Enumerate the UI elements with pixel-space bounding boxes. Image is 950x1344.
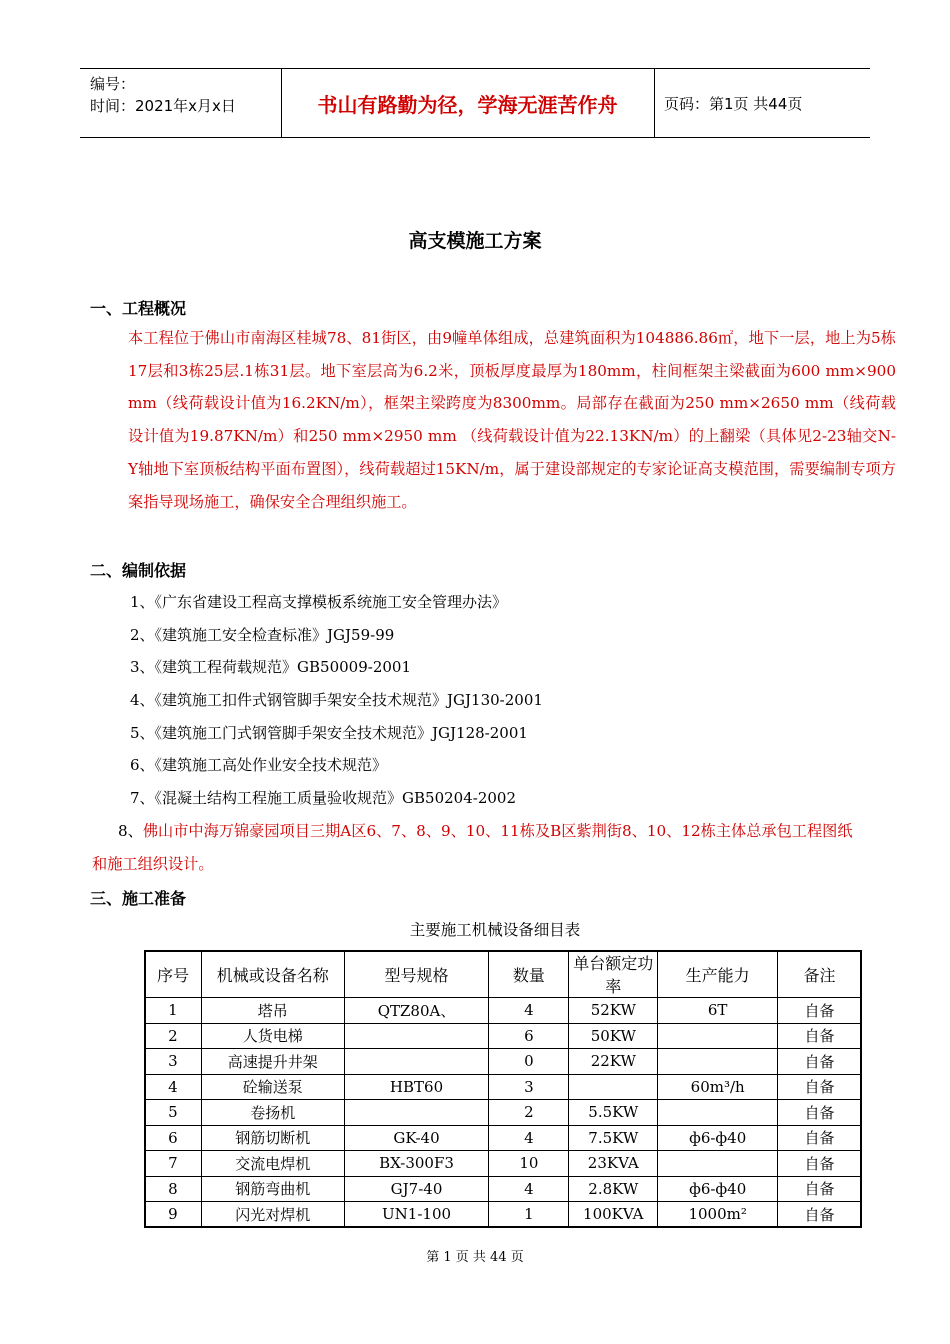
table-cell: 自备 bbox=[778, 1176, 862, 1202]
table-cell: 7 bbox=[145, 1151, 202, 1177]
table-cell: 4 bbox=[489, 1176, 569, 1202]
basis-list bbox=[130, 586, 543, 815]
table-cell: 钢筋弯曲机 bbox=[201, 1176, 344, 1202]
table-cell: 52KW bbox=[569, 998, 658, 1024]
table-cell bbox=[658, 1100, 778, 1126]
table-cell: 10 bbox=[489, 1151, 569, 1177]
table-cell: 塔吊 bbox=[201, 998, 344, 1024]
list-item: 5、《建筑施工门式钢管脚手架安全技术规范》JGJ128-2001 bbox=[130, 723, 528, 742]
table-cell: 钢筋切断机 bbox=[201, 1125, 344, 1151]
table-cell bbox=[658, 1151, 778, 1177]
header-meta bbox=[90, 73, 236, 117]
table-cell: 砼输送泵 bbox=[201, 1074, 344, 1100]
table-cell bbox=[344, 1100, 489, 1126]
equipment-table bbox=[144, 950, 862, 1228]
overview-paragraph bbox=[92, 322, 896, 518]
table-cell: 自备 bbox=[778, 1125, 862, 1151]
header-time: 时间：2021年x月x日 bbox=[90, 97, 236, 115]
table-row bbox=[145, 1151, 862, 1177]
column-header: 备注 bbox=[778, 951, 862, 998]
table-cell: 6 bbox=[489, 1023, 569, 1049]
table-cell: BX-300F3 bbox=[344, 1151, 489, 1177]
header-motto: 书山有路勤为径，学海无涯苦作舟 bbox=[317, 92, 618, 117]
table-row bbox=[145, 1023, 862, 1049]
table-cell: 2 bbox=[489, 1100, 569, 1126]
column-header: 生产能力 bbox=[658, 951, 778, 998]
table-cell: 自备 bbox=[778, 1151, 862, 1177]
table-cell: 8 bbox=[145, 1176, 202, 1202]
table-cell: 自备 bbox=[778, 1202, 862, 1228]
table-cell: 1 bbox=[145, 998, 202, 1024]
list-item: 1、《广东省建设工程高支撑模板系统施工安全管理办法》 bbox=[130, 593, 508, 611]
list-item-8-number: 8、 bbox=[118, 822, 143, 840]
table-cell: 5 bbox=[145, 1100, 202, 1126]
table-cell: 4 bbox=[489, 998, 569, 1024]
section-heading-overview: 一、工程概况 bbox=[90, 299, 187, 318]
table-cell: 自备 bbox=[778, 1049, 862, 1075]
table-cell: 0 bbox=[489, 1049, 569, 1075]
table-cell: 卷扬机 bbox=[201, 1100, 344, 1126]
table-row bbox=[145, 1100, 862, 1126]
table-cell: 5.5KW bbox=[569, 1100, 658, 1126]
list-item: 3、《建筑工程荷载规范》GB50009-2001 bbox=[130, 658, 412, 677]
page-footer: 第 1 页 共 44 页 bbox=[426, 1250, 524, 1265]
header-page-info: 页码：第1页 共44页 bbox=[664, 94, 803, 113]
column-header: 型号规格 bbox=[344, 951, 489, 998]
table-cell: GK-40 bbox=[344, 1125, 489, 1151]
list-item-8-text: 佛山市中海万锦豪园项目三期A区6、7、8、9、10、11栋及B区紫荆街8、10、12栋主体总承包工程图纸和施工组织设计。 bbox=[92, 822, 853, 873]
table-header-row bbox=[145, 951, 862, 998]
table-cell: 3 bbox=[489, 1074, 569, 1100]
table-row bbox=[145, 998, 862, 1024]
section-heading-basis: 二、编制依据 bbox=[90, 561, 187, 580]
table-cell bbox=[658, 1049, 778, 1075]
column-header: 序号 bbox=[145, 951, 202, 998]
list-item: 2、《建筑施工安全检查标准》JGJ59-99 bbox=[130, 625, 395, 644]
table-cell: 3 bbox=[145, 1049, 202, 1075]
table-cell: UN1-100 bbox=[344, 1202, 489, 1228]
column-header: 机械或设备名称 bbox=[201, 951, 344, 998]
table-cell: 50KW bbox=[569, 1023, 658, 1049]
page-header bbox=[80, 68, 870, 138]
table-cell: 自备 bbox=[778, 1023, 862, 1049]
header-number: 编号： bbox=[90, 75, 136, 93]
table-cell bbox=[569, 1074, 658, 1100]
table-row bbox=[145, 1074, 862, 1100]
table-cell: 4 bbox=[489, 1125, 569, 1151]
table-cell: 4 bbox=[145, 1074, 202, 1100]
column-header: 数量 bbox=[489, 951, 569, 998]
table-cell: 自备 bbox=[778, 1100, 862, 1126]
table-cell: 1 bbox=[489, 1202, 569, 1228]
table-row bbox=[145, 1202, 862, 1228]
table-cell: 1000m² bbox=[658, 1202, 778, 1228]
column-header: 单台额定功率 bbox=[569, 951, 658, 998]
table-row bbox=[145, 1125, 862, 1151]
table-cell: ф6-ф40 bbox=[658, 1176, 778, 1202]
table-row bbox=[145, 1049, 862, 1075]
table-cell: 自备 bbox=[778, 1074, 862, 1100]
table-cell: 高速提升井架 bbox=[201, 1049, 344, 1075]
list-item: 6、《建筑施工高处作业安全技术规范》 bbox=[130, 756, 388, 775]
table-row bbox=[145, 1176, 862, 1202]
list-item: 7、《混凝土结构工程施工质量验收规范》GB50204-2002 bbox=[130, 789, 517, 808]
section-heading-preparation: 三、施工准备 bbox=[90, 889, 187, 908]
table-caption: 主要施工机械设备细目表 bbox=[409, 921, 581, 939]
list-item-8 bbox=[92, 815, 860, 880]
table-cell: 60m³/h bbox=[658, 1074, 778, 1100]
table-cell bbox=[658, 1023, 778, 1049]
list-item: 4、《建筑施工扣件式钢管脚手架安全技术规范》JGJ130-2001 bbox=[130, 691, 543, 710]
table-cell: 交流电焊机 bbox=[201, 1151, 344, 1177]
table-cell: 2.8KW bbox=[569, 1176, 658, 1202]
table-cell bbox=[344, 1049, 489, 1075]
table-cell: 自备 bbox=[778, 998, 862, 1024]
table-cell: 闪光对焊机 bbox=[201, 1202, 344, 1228]
table-cell: QTZ80A、 bbox=[344, 998, 489, 1024]
table-cell: HBT60 bbox=[344, 1074, 489, 1100]
table-cell: 23KVA bbox=[569, 1151, 658, 1177]
table-cell: 7.5KW bbox=[569, 1125, 658, 1151]
table-cell: ф6-ф40 bbox=[658, 1125, 778, 1151]
table-cell: 22KW bbox=[569, 1049, 658, 1075]
document-title: 高支模施工方案 bbox=[408, 230, 542, 252]
table-cell: 6 bbox=[145, 1125, 202, 1151]
table-cell: GJ7-40 bbox=[344, 1176, 489, 1202]
header-divider bbox=[654, 69, 655, 137]
table-cell: 人货电梯 bbox=[201, 1023, 344, 1049]
table-cell: 9 bbox=[145, 1202, 202, 1228]
table-cell: 2 bbox=[145, 1023, 202, 1049]
table-cell: 6T bbox=[658, 998, 778, 1024]
table-cell: 100KVA bbox=[569, 1202, 658, 1228]
table-cell bbox=[344, 1023, 489, 1049]
overview-text: 本工程位于佛山市南海区桂城78、81街区，由9幢单体组成，总建筑面积为104886.86㎡，地下一层，地上为5栋17层和3栋25层.1栋31层。地下室层高为6.2米，顶板厚度最厚为180mm，柱间框架主梁截面为600 mm×900 mm（线荷载设计值为16.2KN/m），框架主梁跨度为8300mm。局部存在截面为250 mm×2650 mm（线荷载设计值为19.87KN/m）和250 mm×2950 mm （线荷载设计值为22.13KN/m）的上翻梁（具体见2-23轴交N-Y轴地下室顶板结构平面布置图），线荷载超过15KN/m，属于建设部规定的专家论证高支模范围，需要编制专项方案指导现场施工，确保安全合理组织施工。 bbox=[128, 329, 896, 511]
